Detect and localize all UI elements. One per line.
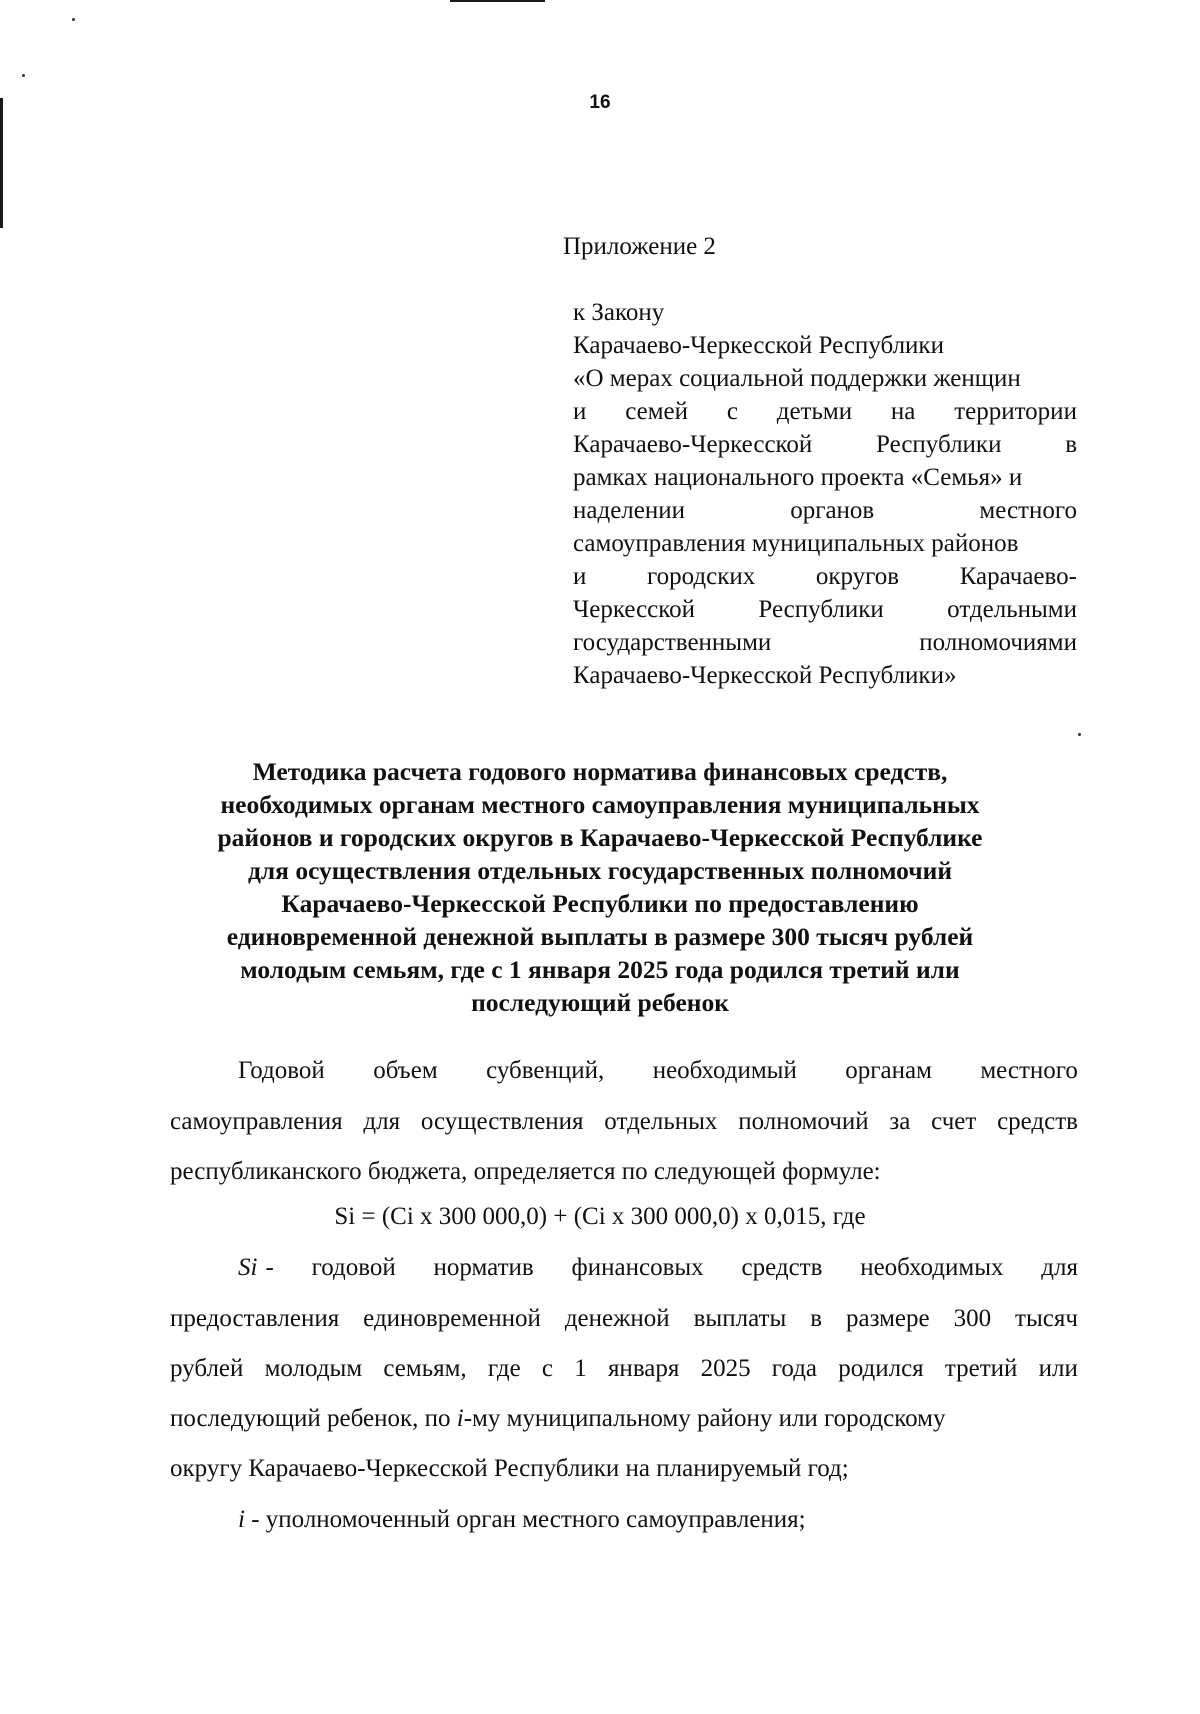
word: местного xyxy=(980,1057,1078,1084)
law-ref-line xyxy=(573,395,1077,428)
word: Республики xyxy=(876,431,1002,458)
word: с xyxy=(726,398,738,425)
paragraph-line xyxy=(170,1404,1078,1434)
scan-top-mark xyxy=(450,0,545,2)
law-ref-line: Карачаево-Черкесской Республики xyxy=(573,332,944,359)
law-ref-line xyxy=(573,593,1077,626)
scan-speck xyxy=(72,18,75,21)
word: наделении xyxy=(573,497,685,524)
law-ref-line: самоуправления муниципальных районов xyxy=(573,530,1019,557)
word: молодым xyxy=(264,1355,363,1382)
law-ref-line xyxy=(573,626,1077,659)
word: и xyxy=(573,563,587,590)
word: единовременной xyxy=(363,1305,541,1332)
law-ref-line: к Закону xyxy=(573,299,665,326)
definition-i-line xyxy=(238,1505,1078,1535)
word: округов xyxy=(815,563,900,590)
text-part: последующий ребенок, по xyxy=(170,1405,457,1432)
scan-speck xyxy=(1078,733,1081,736)
title-line: районов и городских округов в Карачаево-Черкесской Республике xyxy=(217,823,983,852)
word: территории xyxy=(954,398,1077,425)
text-part: -му муниципальному району или городскому xyxy=(463,1405,946,1432)
word: средств xyxy=(741,1254,823,1281)
word: необходимый xyxy=(652,1057,797,1084)
word: объем xyxy=(373,1057,438,1084)
word: семей xyxy=(625,398,688,425)
word: выплаты xyxy=(693,1305,787,1332)
word: Черкесской xyxy=(573,596,696,623)
word: тысяч xyxy=(1015,1305,1078,1332)
word: в xyxy=(1065,431,1077,458)
word: детьми xyxy=(776,398,853,425)
title-line: Карачаево-Черкесской Республики по предоставлению xyxy=(281,889,919,918)
formula: Si = (Ci x 300 000,0) + (Ci x 300 000,0) x 0,015, где xyxy=(334,1203,866,1230)
title-line: необходимых органам местного самоуправления муниципальных xyxy=(220,790,980,819)
word: за xyxy=(889,1108,911,1135)
paragraph-line xyxy=(238,1056,1078,1086)
law-ref-line: рамках национального проекта «Семья» и xyxy=(573,464,1023,491)
word: 300 xyxy=(953,1305,992,1332)
i-term-inline: i xyxy=(456,1405,464,1432)
law-ref-line xyxy=(573,560,1077,593)
word: с xyxy=(541,1355,554,1382)
word: для xyxy=(1041,1254,1078,1281)
paragraph-line: округу Карачаево-Черкесской Республики на планируемый год; xyxy=(170,1455,849,1482)
title-line: единовременной денежной выплаты в размере 300 тысяч рублей xyxy=(226,922,974,951)
document-title xyxy=(130,755,1070,1019)
appendix-label: Приложение 2 xyxy=(563,233,716,260)
word: осуществления xyxy=(420,1108,584,1135)
word: на xyxy=(890,398,916,425)
word: года xyxy=(771,1355,818,1382)
word: Республики xyxy=(758,596,884,623)
title-line: для осуществления отдельных государственных полномочий xyxy=(247,856,953,885)
word: где xyxy=(487,1355,521,1382)
word: или xyxy=(1038,1355,1078,1382)
word: субвенций, xyxy=(486,1057,605,1084)
title-line: последующий ребенок xyxy=(471,988,729,1017)
paragraph-line xyxy=(170,1107,1078,1137)
paragraph-line: республиканского бюджета, определяется по следующей формуле: xyxy=(170,1158,881,1185)
word: органам xyxy=(845,1057,932,1084)
i-definition: - уполномоченный орган местного самоуправления; xyxy=(244,1506,806,1533)
word: - xyxy=(265,1254,274,1281)
word: полномочий xyxy=(738,1108,869,1135)
definition-si-line xyxy=(238,1253,1078,1283)
law-ref-line: Карачаево-Черкесской Республики» xyxy=(573,662,957,689)
word: для xyxy=(363,1108,401,1135)
word: Карачаево- xyxy=(959,563,1077,590)
word: предоставления xyxy=(170,1305,340,1332)
word: годовой xyxy=(311,1254,396,1281)
word: органов xyxy=(790,497,875,524)
word: необходимых xyxy=(860,1254,1004,1281)
law-reference-block xyxy=(573,296,1077,692)
law-ref-line: «О мерах социальной поддержки женщин xyxy=(573,365,1021,392)
word: рублей xyxy=(170,1355,244,1382)
word: местного xyxy=(979,497,1077,524)
word: денежной xyxy=(564,1305,670,1332)
word: средств xyxy=(997,1108,1078,1135)
paragraph-line xyxy=(170,1354,1078,1384)
word: счет xyxy=(931,1108,977,1135)
law-ref-line xyxy=(573,428,1077,461)
word: размере xyxy=(845,1305,930,1332)
word: 1 xyxy=(574,1355,587,1382)
line-part xyxy=(170,1404,946,1434)
word: семьям, xyxy=(383,1355,467,1382)
word: третий xyxy=(944,1355,1018,1382)
word: января xyxy=(607,1355,680,1382)
word: в xyxy=(810,1305,823,1332)
i-term: i xyxy=(238,1506,245,1533)
word: отдельными xyxy=(947,596,1077,623)
law-ref-line xyxy=(573,494,1077,527)
word: родился xyxy=(838,1355,924,1382)
word: Годовой xyxy=(238,1057,325,1084)
word: полномочиями xyxy=(919,629,1077,656)
word: и xyxy=(573,398,587,425)
word: отдельных xyxy=(604,1108,718,1135)
si-term: Si xyxy=(238,1254,258,1281)
scan-speck xyxy=(22,74,25,77)
si-definition-start xyxy=(265,1253,1078,1283)
word: 2025 xyxy=(700,1355,751,1382)
word: государственными xyxy=(573,629,772,656)
word: Карачаево-Черкесской xyxy=(573,431,813,458)
title-line: молодым семьям, где с 1 января 2025 года родился третий или xyxy=(240,955,960,984)
word: норматив xyxy=(433,1254,534,1281)
title-line: Методика расчета годового норматива финансовых средств, xyxy=(252,757,948,786)
word: финансовых xyxy=(571,1254,704,1281)
scan-edge-mark xyxy=(0,98,3,228)
paragraph-line xyxy=(170,1304,1078,1334)
word: городских xyxy=(646,563,756,590)
word: самоуправления xyxy=(170,1108,343,1135)
page-number: 16 xyxy=(589,92,611,113)
